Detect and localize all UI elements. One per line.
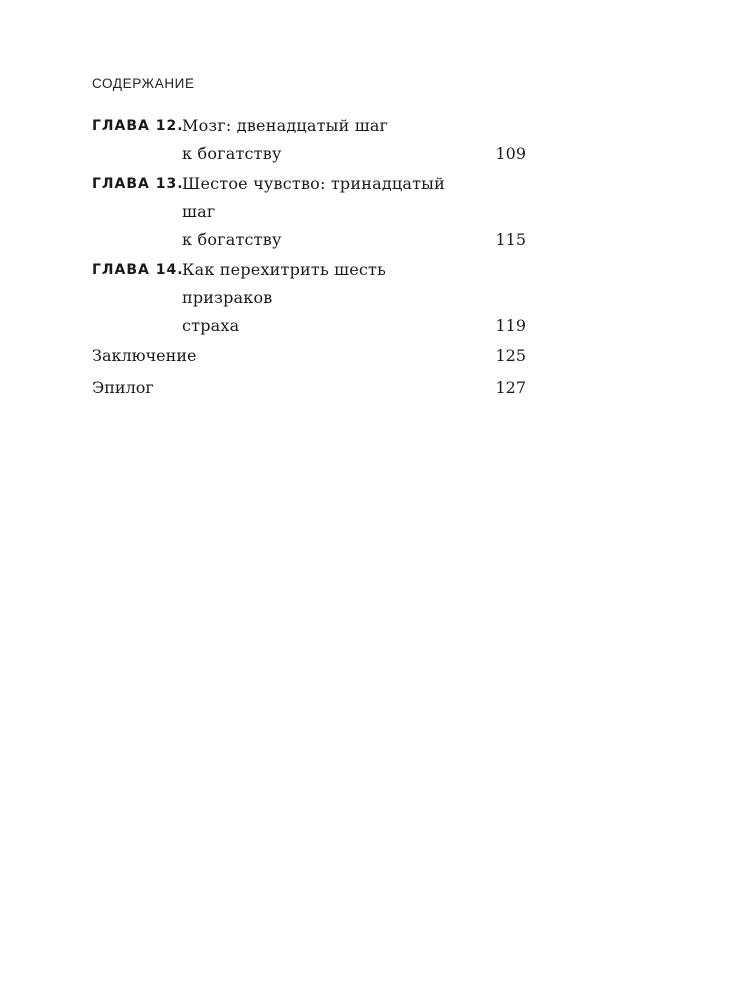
- chapter-title: Шестое чувство: тринадцатый шаг к богатству: [182, 174, 445, 249]
- page-number: 125: [495, 346, 526, 365]
- chapter-label: ГЛАВА 13.: [92, 176, 184, 192]
- section-title: Эпилог: [92, 378, 154, 397]
- chapter-title: Как перехитрить шесть призраков страха: [182, 260, 387, 335]
- toc-entry-chapter-13[interactable]: [92, 170, 526, 254]
- chapter-label: ГЛАВА 12.: [92, 118, 184, 134]
- section-title: Заключение: [92, 346, 197, 365]
- toc-entry-epilogue[interactable]: [92, 374, 526, 402]
- page-number: 119: [495, 316, 526, 335]
- running-header: СОДЕРЖАНИЕ: [92, 76, 195, 91]
- page-number: 127: [495, 378, 526, 397]
- toc-entry-chapter-12[interactable]: [92, 112, 526, 168]
- page-number: 109: [495, 144, 526, 163]
- page-number: 115: [495, 230, 526, 249]
- chapter-label: ГЛАВА 14.: [92, 262, 184, 278]
- toc-entry-chapter-14[interactable]: [92, 256, 526, 340]
- chapter-title: Мозг: двенадцатый шаг к богатству: [182, 116, 389, 163]
- toc-entry-conclusion[interactable]: [92, 342, 526, 370]
- table-of-contents: [92, 112, 526, 406]
